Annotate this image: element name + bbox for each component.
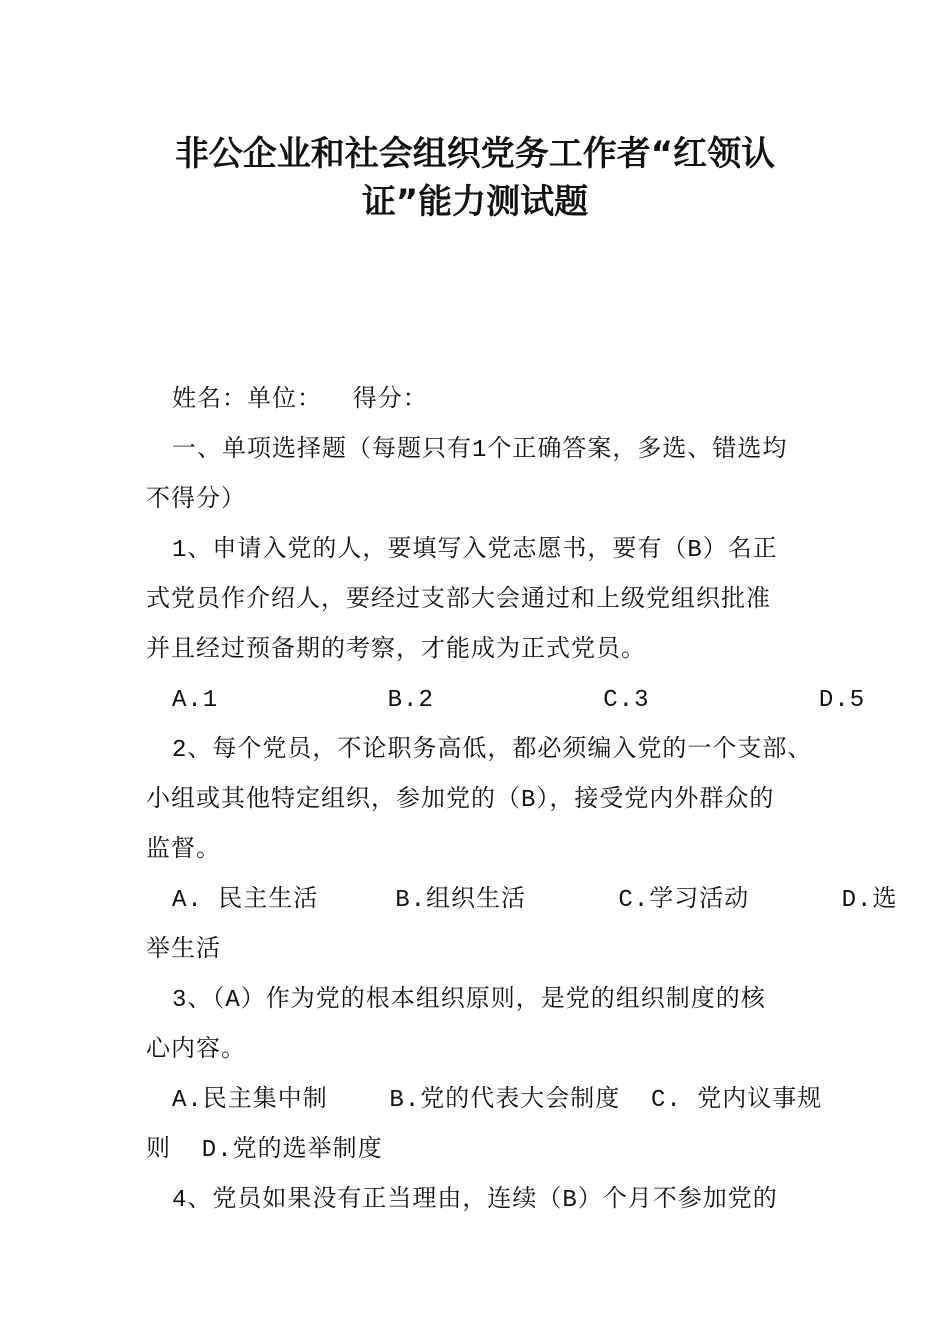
question-2-line-1: 2、每个党员，不论职务高低，都必须编入党的一个支部、 xyxy=(172,737,813,764)
question-3-line-1: 3、（A）作为党的根本组织原则，是党的组织制度的核 xyxy=(172,987,766,1014)
question-2-line-3: 监督。 xyxy=(146,837,221,864)
question-2-options-continued: 举生活 xyxy=(146,937,221,964)
question-1-line-1: 1、申请入党的人，要填写入党志愿书，要有（B）名正 xyxy=(172,537,778,564)
question-2-line-2: 小组或其他特定组织，参加党的（B），接受党内外群众的 xyxy=(146,787,775,814)
document-title-line-1: 非公企业和社会组织党务工作者“红领认 xyxy=(174,134,776,174)
question-1-line-3: 并且经过预备期的考察，才能成为正式党员。 xyxy=(146,637,646,664)
question-3-options-continued: 则 D.党的选举制度 xyxy=(146,1137,383,1164)
document-title-line-2: 证”能力测试题 xyxy=(361,182,589,222)
question-1-options: A.1 B.2 C.3 D.5 xyxy=(172,687,866,714)
info-fields-line: 姓名：单位： 得分： xyxy=(172,387,428,414)
question-3-options: A.民主集中制 B.党的代表大会制度 C. 党内议事规 xyxy=(172,1087,823,1114)
question-3-line-2: 心内容。 xyxy=(146,1037,246,1064)
question-2-options: A. 民主生活 B.组织生活 C.学习活动 D.选 xyxy=(172,887,898,914)
question-4-line-1: 4、党员如果没有正当理由，连续（B）个月不参加党的 xyxy=(172,1187,778,1214)
section-heading-line: 一、单项选择题（每题只有1个正确答案，多选、错选均 xyxy=(172,437,788,464)
question-1-line-2: 式党员作介绍人，要经过支部大会通过和上级党组织批准 xyxy=(146,587,771,614)
section-heading-continued: 不得分） xyxy=(146,487,246,514)
